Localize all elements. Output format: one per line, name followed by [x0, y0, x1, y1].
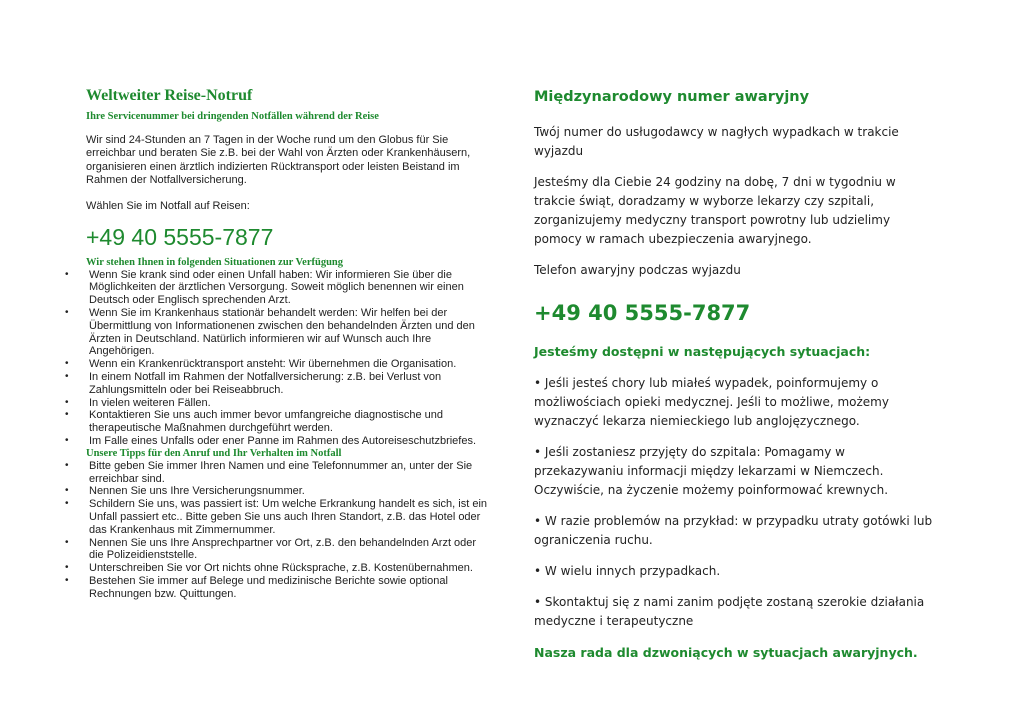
bullet-icon: • — [65, 268, 69, 280]
bullet-icon: • — [65, 409, 69, 421]
german-subtitle: Ihre Servicenummer bei dringenden Notfällen während der Reise — [86, 111, 379, 122]
german-choose-text: Wählen Sie im Notfall auf Reisen: — [86, 199, 250, 212]
list-item — [65, 485, 491, 498]
list-item — [65, 409, 491, 435]
bullet-icon: • — [65, 498, 69, 510]
list-item-text: Schildern Sie uns, was passiert ist: Um welche Erkrankung handelt es sich, ist ein Unfall passiert etc.. Bitte geben Sie uns auch Ihren Standort, z.B. das Hotel oder das Krankenhaus mit Zimmernummer. — [89, 498, 488, 536]
list-item: • W razie problemów na przykład: w przypadku utraty gotówki lub ograniczenia ruchu. — [534, 514, 933, 547]
list-item-text: Kontaktieren Sie uns auch immer bevor umfangreiche diagnostische und therapeutische Maßnahmen durchgeführt werden. — [89, 409, 444, 435]
german-title: Weltweiter Reise-Notruf — [86, 87, 253, 104]
german-phone-number: +49 40 5555-7877 — [86, 223, 274, 250]
german-column — [65, 86, 491, 601]
bullet-icon: • — [65, 574, 69, 586]
list-item-text: In einem Notfall im Rahmen der Notfallversicherung: z.B. bei Verlust von Zahlungsmitteln oder bei Reiseabbruch. — [89, 371, 442, 396]
list-item-text: Im Falle eines Unfalls oder ener Panne im Rahmen des Autoreiseschutzbriefes. — [89, 434, 477, 447]
list-item-text: Nennen Sie uns Ihre Ansprechpartner vor Ort, z.B. den behandelnden Arzt oder die Polizeidienststelle. — [89, 536, 477, 562]
list-item — [65, 371, 491, 397]
list-item: • W wielu innych przypadkach. — [534, 564, 721, 578]
german-situations-list — [65, 268, 491, 448]
list-item-text: Bitte geben Sie immer Ihren Namen und eine Telefonnummer an, unter der Sie erreichbar sind. — [89, 459, 473, 485]
bullet-icon: • — [65, 562, 69, 574]
list-item — [65, 498, 491, 536]
list-item — [65, 562, 491, 575]
list-item — [65, 358, 491, 371]
german-intro: Wir sind 24-Stunden an 7 Tagen in der Woche rund um den Globus für Sie erreichbar und beraten Sie z.B. bei der Wahl von Ärzten oder Krankenhäusern, organisieren einen ärztlich indizierten Rücktransport oder leisten Beistand im Rahmen der Notfallversicherung. — [86, 134, 471, 187]
polish-column — [534, 86, 934, 663]
bullet-icon: • — [65, 459, 69, 471]
list-item-text: Bestehen Sie immer auf Belege und medizinische Berichte sowie optional Rechnungen bzw. Quittungen. — [89, 574, 448, 600]
polish-subtitle: Twój numer do usługodawcy w nagłych wypadkach w trakcie wyjazdu — [534, 125, 899, 158]
list-item-text: Wenn ein Krankenrücktransport ansteht: Wir übernehmen die Organisation. — [89, 358, 457, 371]
list-item: • Jeśli jesteś chory lub miałeś wypadek, poinformujemy o możliwościach opieki medycznej. Jeśli to możliwe, możemy wyznaczyć lekarza niemieckiego lub anglojęzycznego. — [534, 376, 889, 428]
polish-closing-heading: Nasza rada dla dzwoniących w sytuacjach awaryjnych. — [534, 645, 918, 660]
list-item — [65, 434, 491, 448]
bullet-icon: • — [65, 358, 69, 370]
bullet-icon: • — [65, 371, 69, 382]
polish-phone-title: Telefon awaryjny podczas wyjazdu — [534, 263, 741, 277]
german-tips-list — [65, 459, 491, 601]
bullet-icon: • — [65, 396, 69, 408]
list-item — [65, 268, 491, 307]
bullet-icon: • — [65, 434, 69, 446]
list-item-text: Wenn Sie im Krankenhaus stationär behandelt werden: Wir helfen bei der Übermittlung von Informationenen zwischen den behandelnden Ärzten und den Ärzten in Deutschland. Natürlich informieren wir auf Wunsch auch Ihre Angehörigen. — [89, 307, 475, 358]
bullet-icon: • — [65, 536, 69, 548]
polish-available-heading: Jesteśmy dostępni w następujących sytuacjach: — [534, 344, 871, 359]
bullet-icon: • — [65, 307, 69, 319]
list-item — [65, 396, 491, 410]
polish-intro: Jesteśmy dla Ciebie 24 godziny na dobę, 7 dni w tygodniu w trakcie świąt, doradzamy w wyborze lekarzy czy szpitali, zorganizujemy medyczny transport powrotny lub udzielimy pomocy w ramach ubezpieczenia awaryjnego. — [534, 175, 896, 246]
polish-title: Międzynarodowy numer awaryjny — [534, 89, 810, 105]
list-item — [65, 307, 491, 358]
german-tips-heading: Unsere Tipps für den Anruf und Ihr Verhalten im Notfall — [86, 447, 342, 459]
list-item — [65, 536, 491, 563]
list-item: • Jeśli zostaniesz przyjęty do szpitala: Pomagamy w przekazywaniu informacji między lekarzami w Niemczech. Oczywiście, na życzenie możemy poinformować krewnych. — [534, 445, 889, 497]
list-item-text: In vielen weiteren Fällen. — [89, 396, 211, 409]
list-item: • Skontaktuj się z nami zanim podjęte zostaną szerokie działania medyczne i terapeutyczne — [534, 595, 925, 628]
polish-phone-number: +49 40 5555-7877 — [534, 301, 751, 325]
list-item-text: Unterschreiben Sie vor Ort nichts ohne Rücksprache, z.B. Kostenübernahmen. — [89, 562, 473, 575]
german-situations-heading: Wir stehen Ihnen in folgenden Situationen zur Verfügung — [86, 256, 344, 268]
list-item-text: Wenn Sie krank sind oder einen Unfall haben: Wir informieren Sie über die Möglichkeiten der ärztlichen Versorgung. Soweit möglich benennen wir einen Deutsch oder Englisch sprechenden Arzt. — [89, 268, 464, 307]
list-item — [65, 574, 491, 601]
list-item-text: Nennen Sie uns Ihre Versicherungsnummer. — [89, 485, 305, 498]
list-item — [65, 459, 491, 486]
bullet-icon: • — [65, 485, 69, 497]
